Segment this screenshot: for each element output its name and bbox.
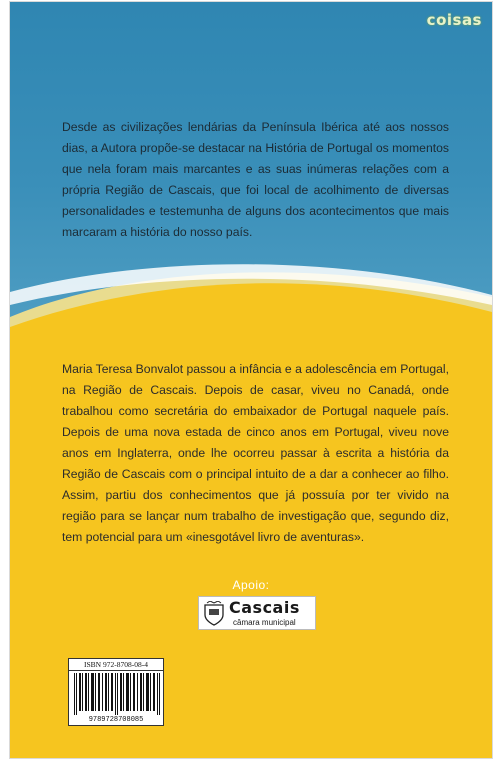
isbn-label: ISBN 972-8708-08-4 (69, 659, 163, 671)
barcode-number: 9789728708085 (88, 716, 144, 724)
barcode-block (68, 658, 164, 726)
barcode-graphic (74, 673, 160, 715)
wave-divider (10, 257, 492, 367)
sponsor-subtitle: câmara municipal (233, 618, 296, 627)
book-back-cover (10, 2, 492, 758)
synopsis-text: Desde as civilizações lendárias da Península Ibérica até aos nossos dias, a Autora propõe-se destacar na História de Portugal os momentos que nela foram mais marcantes e as suas inúmeras relações com a própria Região de Cascais, que foi local de acolhimento de diversas personalidades e testemunha de alguns dos acontecimentos que mais marcaram a história do nosso país. (62, 120, 449, 240)
municipal-crest-icon (203, 601, 225, 626)
author-bio-text: Maria Teresa Bonvalot passou a infância e a adolescência em Portugal, na Região de Cascais. Depois de casar, viveu no Canadá, onde trabalhou como secretária do embaixador de Portugal naquele país. Depois de uma nova estada de cinco anos em Portugal, viveu nove anos em Inglaterra, onde lhe ocorreu passar à escrita a história da Região de Cascais com o principal intuito de a dar a conhecer ao filho. Assim, partiu dos conhecimentos que já possuía por ter vivido na região para se lançar num trabalho de investigação que, segundo diz, tem potencial para um «inesgotável livro de aventuras». (62, 362, 449, 545)
sponsor-logo-cascais (198, 596, 316, 630)
sponsor-name: Cascais (229, 598, 300, 617)
support-label: Apoio: (232, 578, 270, 592)
publisher-logo: coisas (426, 11, 482, 29)
